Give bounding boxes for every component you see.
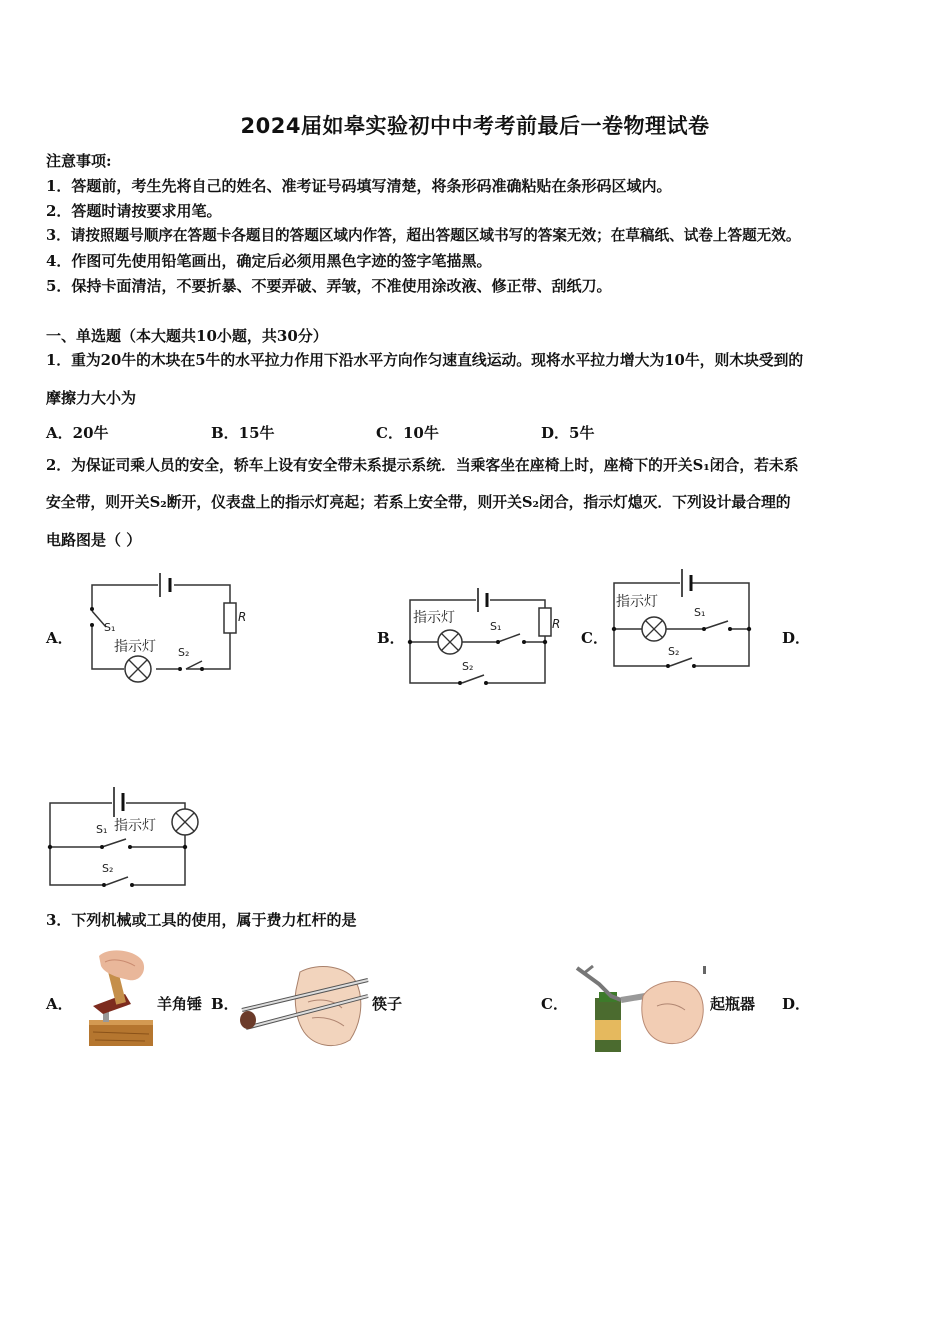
q2-line3: 电路图是（ ） bbox=[46, 531, 142, 549]
q2-option-a-label[interactable]: A． bbox=[46, 629, 73, 647]
section-heading: 一、单选题（本大题共10小题，共30分） bbox=[46, 327, 328, 345]
q1-option-c[interactable]: C．10牛 bbox=[376, 424, 439, 442]
notice-item-2: 2．答题时请按要求用笔。 bbox=[46, 202, 222, 220]
circuit-d-s1-label: S₁ bbox=[96, 823, 108, 836]
bottle-opener-illustration bbox=[573, 962, 711, 1054]
circuit-d-s2-label: S₂ bbox=[102, 862, 114, 875]
q2-line2: 安全带，则开关S₂断开，仪表盘上的指示灯亮起；若系上安全带，则开关S₂闭合，指示灯熄灭．下列设计最合理的 bbox=[46, 494, 791, 511]
circuit-a-lamp-label: 指示灯 bbox=[114, 639, 156, 655]
notice-item-4: 4．作图可先使用铅笔画出，确定后必须用黑色字迹的签字笔描黑。 bbox=[46, 252, 492, 270]
circuit-diagram-d bbox=[40, 783, 210, 891]
q3-option-a-label[interactable]: A． bbox=[46, 995, 73, 1013]
circuit-diagram-c bbox=[606, 563, 756, 673]
circuit-b-s1-label: S₁ bbox=[490, 620, 502, 633]
chopsticks-illustration bbox=[238, 962, 370, 1052]
circuit-b-r-label: R bbox=[552, 617, 561, 631]
q2-option-d-label[interactable]: D． bbox=[782, 629, 811, 647]
q1-option-d[interactable]: D．5牛 bbox=[541, 424, 595, 442]
circuit-a-r-label: R bbox=[238, 610, 247, 624]
claw-hammer-illustration bbox=[85, 948, 157, 1048]
q1-option-b[interactable]: B．15牛 bbox=[211, 424, 275, 442]
circuit-a-s2-label: S₂ bbox=[178, 646, 190, 659]
notice-heading: 注意事项: bbox=[46, 152, 112, 170]
circuit-b-s2-label: S₂ bbox=[462, 660, 474, 673]
q2-line1: 2．为保证司乘人员的安全，轿车上设有安全带未系提示系统．当乘客坐在座椅上时，座椅下的开关S₁闭合，若未系 bbox=[46, 457, 799, 474]
q2-option-b-label[interactable]: B． bbox=[377, 629, 405, 647]
notice-item-5: 5．保持卡面清洁，不要折暴、不要弄破、弄皱，不准使用涂改液、修正带、刮纸刀。 bbox=[46, 277, 612, 295]
circuit-b-lamp-label: 指示灯 bbox=[413, 610, 455, 626]
notice-item-1: 1．答题前，考生先将自己的姓名、准考证号码填写清楚，将条形码准确粘贴在条形码区域内。 bbox=[46, 177, 672, 195]
notice-item-3: 3．请按照题号顺序在答题卡各题目的答题区域内作答，超出答题区域书写的答案无效；在草稿纸、试卷上答题无效。 bbox=[46, 227, 801, 244]
q3-caption-b: 筷子 bbox=[372, 995, 403, 1013]
q3-line1: 3．下列机械或工具的使用，属于费力杠杆的是 bbox=[46, 911, 357, 929]
q1-line1: 1．重为20牛的木块在5牛的水平拉力作用下沿水平方向作匀速直线运动。现将水平拉力增大为10牛，则木块受到的 bbox=[46, 352, 804, 369]
q1-option-a[interactable]: A．20牛 bbox=[46, 424, 109, 442]
q3-option-d-label[interactable]: D． bbox=[782, 995, 811, 1013]
circuit-diagram-a bbox=[78, 565, 253, 690]
circuit-a-s1-label: S₁ bbox=[104, 621, 116, 634]
q1-line2: 摩擦力大小为 bbox=[46, 389, 137, 407]
circuit-c-s1-label: S₁ bbox=[694, 606, 706, 619]
circuit-diagram-b bbox=[400, 580, 570, 690]
circuit-c-lamp-label: 指示灯 bbox=[616, 594, 658, 610]
exam-title: 2024届如皋实验初中中考考前最后一卷物理试卷 bbox=[240, 114, 710, 138]
circuit-c-s2-label: S₂ bbox=[668, 645, 680, 658]
circuit-d-lamp-label: 指示灯 bbox=[114, 818, 156, 834]
q3-option-b-label[interactable]: B． bbox=[211, 995, 239, 1013]
q2-option-c-label[interactable]: C． bbox=[581, 629, 608, 647]
q3-option-c-label[interactable]: C． bbox=[541, 995, 568, 1013]
q3-caption-c: 起瓶器 bbox=[710, 995, 756, 1013]
q3-caption-a: 羊角锤 bbox=[157, 995, 203, 1013]
